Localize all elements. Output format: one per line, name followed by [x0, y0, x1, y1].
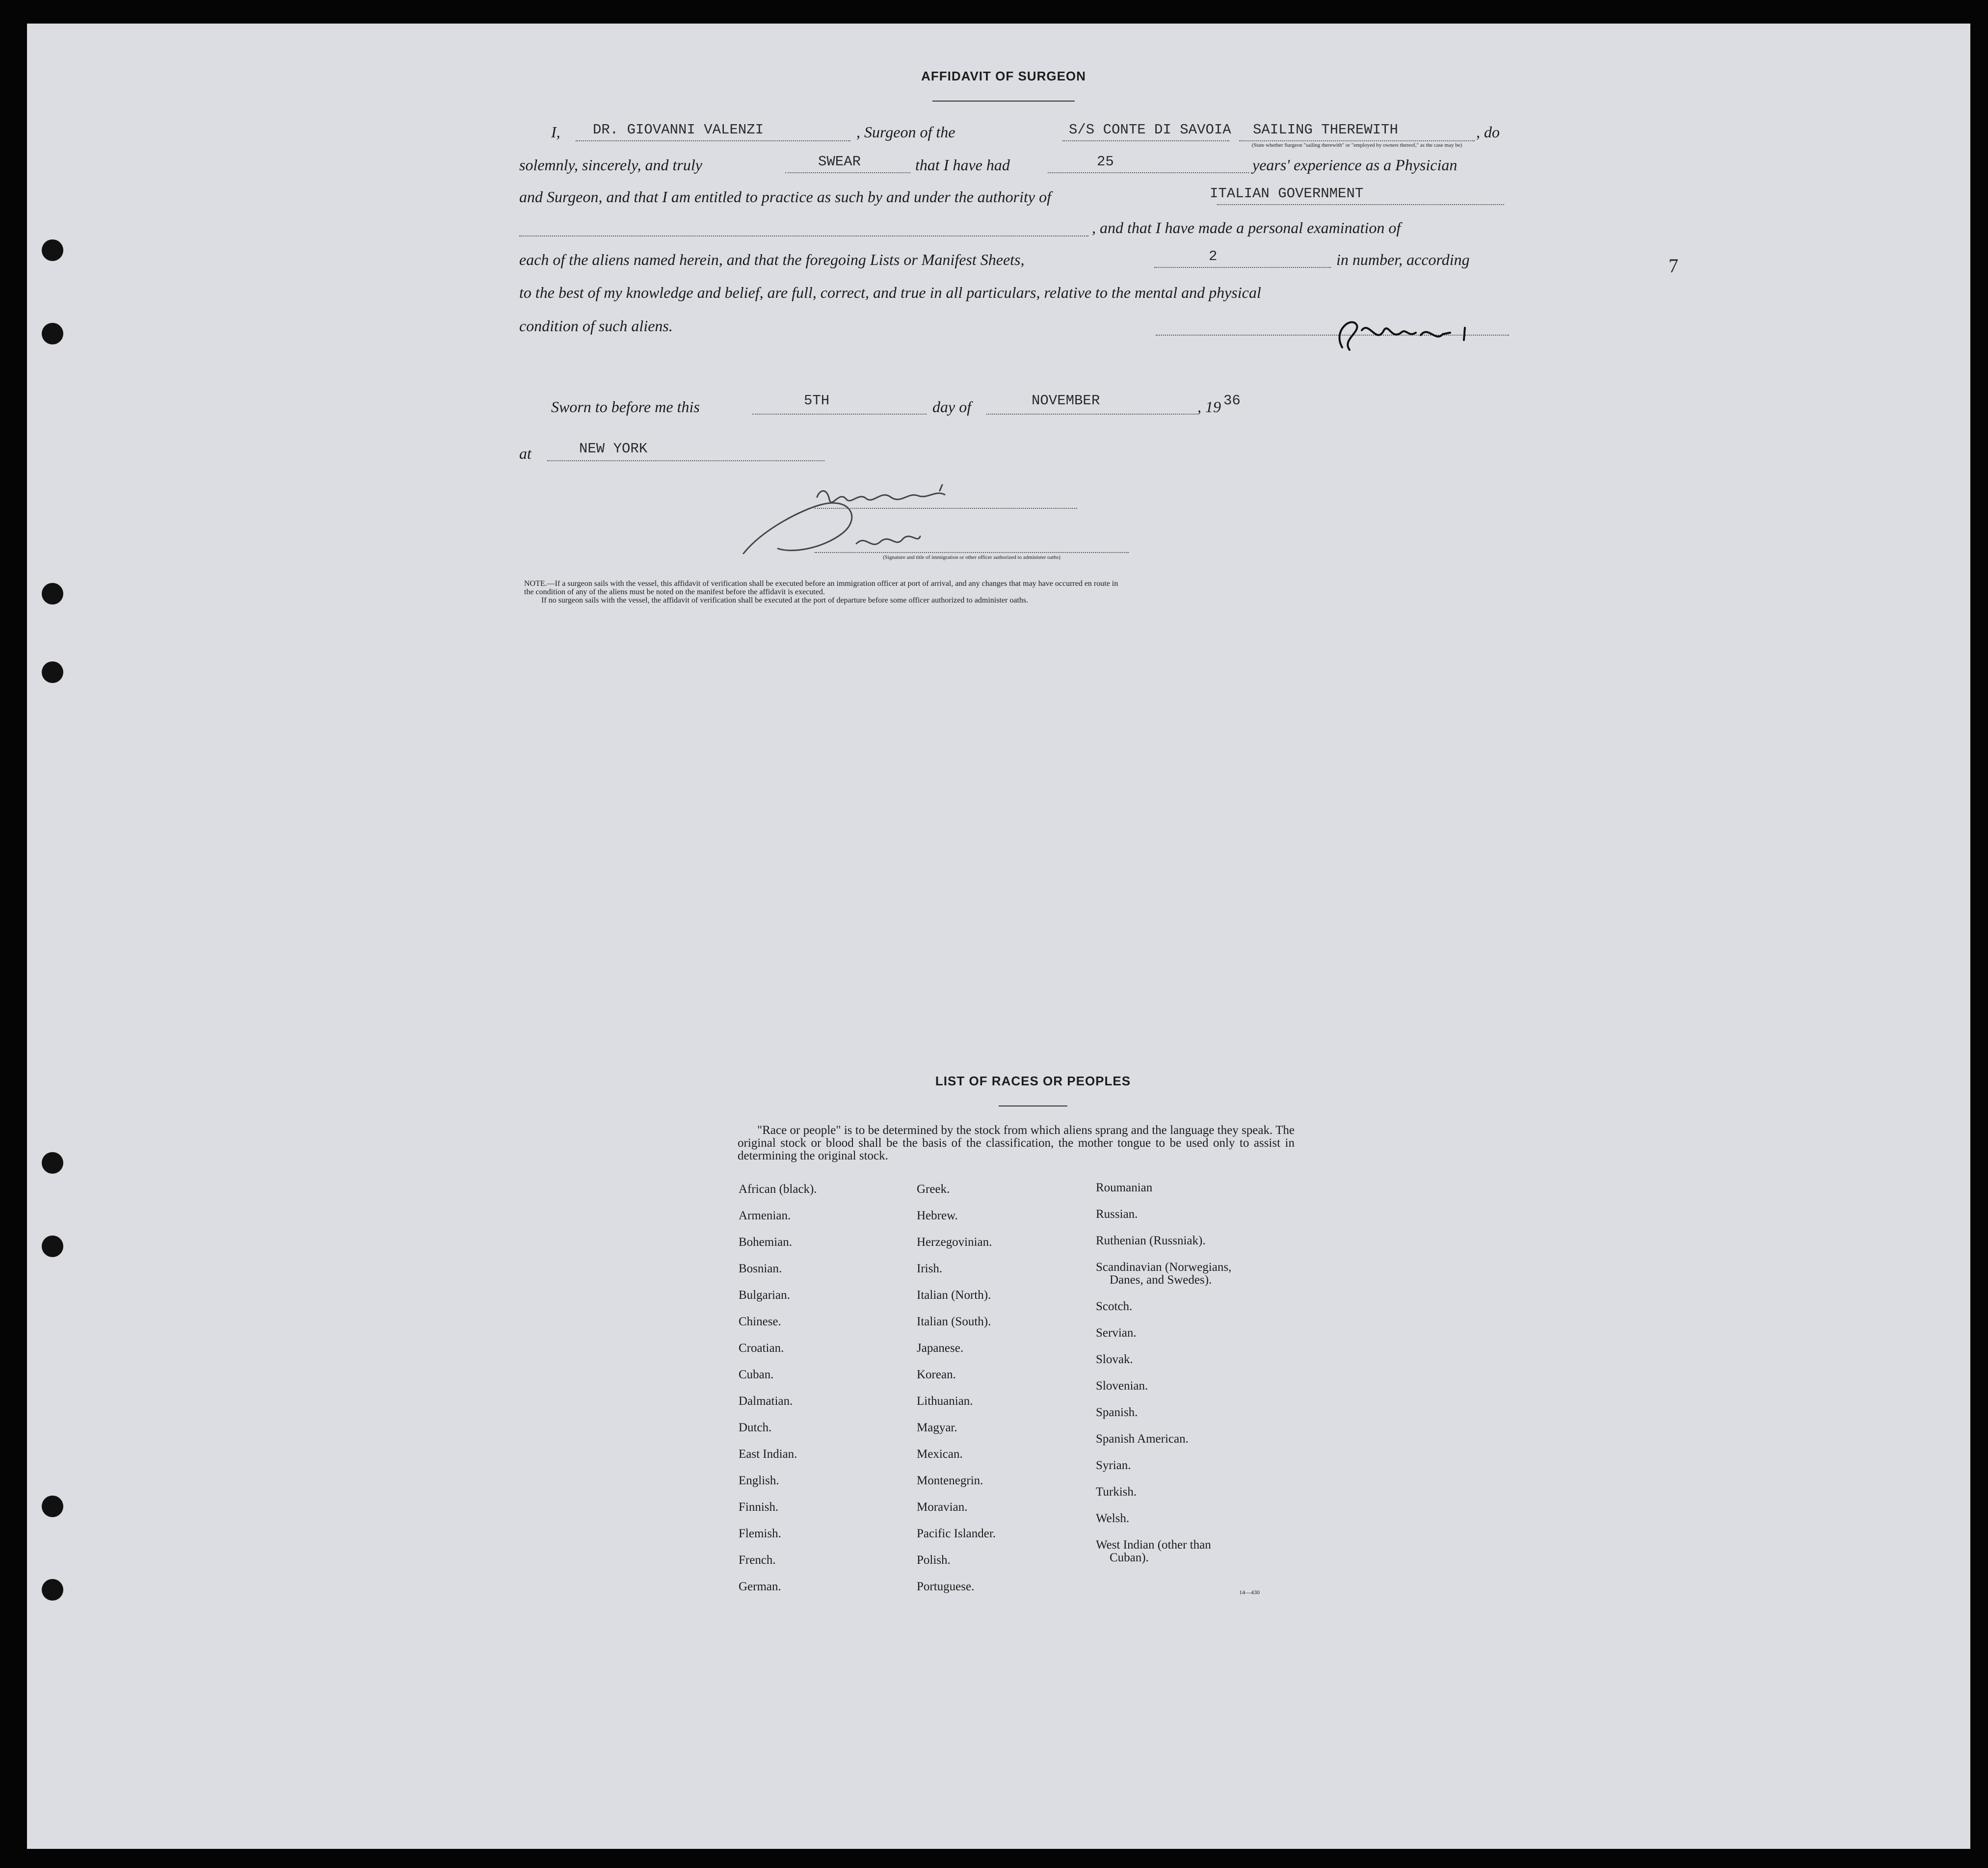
- status-note: (State whether Surgeon "sailing therewith" or "employed by owners thereof," as the case may be): [1251, 142, 1462, 148]
- race-item: Irish.: [917, 1262, 943, 1275]
- signature-line: [815, 551, 1129, 553]
- licensing-authority: ITALIAN GOVERNMENT: [1210, 185, 1364, 202]
- place-city: NEW YORK: [579, 441, 648, 457]
- years-experience: 25: [1097, 154, 1114, 170]
- signature-line: [815, 507, 1077, 509]
- ship-name: S/S CONTE DI SAVOIA: [1069, 122, 1231, 138]
- race-item: Turkish.: [1096, 1485, 1137, 1499]
- race-item: Bosnian.: [739, 1262, 782, 1275]
- punch-hole: [42, 1152, 63, 1174]
- title-underline: [999, 1105, 1067, 1106]
- affidavit-text: that I have had: [915, 156, 1010, 174]
- race-item: Hebrew.: [917, 1209, 958, 1222]
- affidavit-text: condition of such aliens.: [519, 317, 673, 335]
- sheet-count: 2: [1209, 248, 1218, 264]
- note-line: If no surgeon sails with the vessel, the affidavit of verification shall be executed at the port of departure before some officer authorized to administer oaths.: [541, 596, 1029, 605]
- affidavit-title: AFFIDAVIT OF SURGEON: [921, 69, 1086, 83]
- note-line: the condition of any of the aliens must be noted on the manifest before the affidavit is executed.: [524, 588, 825, 596]
- affidavit-text: , and that I have made a personal examination of: [1092, 219, 1401, 237]
- races-title: LIST OF RACES OR PEOPLES: [935, 1074, 1131, 1088]
- sworn-year: 36: [1223, 393, 1241, 409]
- sworn-text: Sworn to before me this: [551, 398, 700, 416]
- fill-line: [986, 414, 1197, 415]
- race-item: Bohemian.: [739, 1236, 793, 1249]
- sworn-text: , 19: [1197, 398, 1221, 416]
- race-item: Roumanian: [1096, 1181, 1153, 1194]
- race-item: Spanish American.: [1096, 1432, 1189, 1446]
- affidavit-text: , Surgeon of the: [856, 123, 955, 141]
- fill-line: [547, 460, 824, 461]
- fill-line: [1217, 204, 1504, 205]
- fill-line: [576, 140, 850, 141]
- punch-hole: [42, 1236, 63, 1257]
- sworn-day: 5TH: [804, 393, 830, 409]
- race-item: Dutch.: [739, 1421, 772, 1434]
- document-page: [27, 24, 1970, 1849]
- race-item: Armenian.: [739, 1209, 791, 1222]
- punch-hole: [42, 239, 63, 261]
- race-item: Syrian.: [1096, 1459, 1131, 1472]
- race-item: Chinese.: [739, 1315, 781, 1328]
- punch-hole: [42, 1496, 63, 1517]
- race-item: Korean.: [917, 1368, 956, 1381]
- affidavit-text: , do: [1476, 123, 1500, 141]
- fill-line: [1239, 140, 1475, 141]
- race-item: [1096, 1539, 1292, 1578]
- race-item: Servian.: [1096, 1326, 1137, 1340]
- race-item: Japanese.: [917, 1342, 964, 1355]
- affidavit-text: years' experience as a Physician: [1252, 156, 1458, 174]
- race-item: Montenegrin.: [917, 1474, 983, 1487]
- place-text: at: [519, 445, 531, 462]
- oath-word: SWEAR: [818, 154, 861, 170]
- race-item: Italian (South).: [917, 1315, 991, 1328]
- form-number: 14—430: [1239, 1589, 1260, 1596]
- race-item: Cuban.: [739, 1368, 774, 1381]
- fill-line: [752, 414, 927, 415]
- surgeon-status: SAILING THEREWITH: [1253, 122, 1398, 138]
- races-column-1: [739, 1183, 915, 1607]
- race-item: Greek.: [917, 1183, 950, 1196]
- race-item: Polish.: [917, 1553, 951, 1567]
- surgeon-name: DR. GIOVANNI VALENZI: [593, 122, 764, 138]
- race-item: Lithuanian.: [917, 1394, 973, 1408]
- note-line: NOTE.—If a surgeon sails with the vessel, this affidavit of verification shall be executed before an immigration officer at port of arrival, and any changes that may have occurred en route in: [524, 579, 1118, 588]
- race-item: Portuguese.: [917, 1580, 975, 1593]
- races-column-2: [917, 1183, 1093, 1607]
- race-item: Magyar.: [917, 1421, 957, 1434]
- punch-hole: [42, 1579, 63, 1601]
- fill-line: [785, 172, 910, 173]
- race-item: Dalmatian.: [739, 1394, 793, 1408]
- fill-line: [1154, 267, 1331, 268]
- race-item: [1096, 1261, 1292, 1300]
- race-item: Welsh.: [1096, 1512, 1130, 1525]
- surgeon-signature: [1323, 311, 1504, 360]
- race-item-line: West Indian (other than: [1096, 1538, 1211, 1552]
- race-item: African (black).: [739, 1183, 817, 1196]
- fill-line: [1048, 172, 1249, 173]
- race-item-line: Danes, and Swedes).: [1110, 1273, 1212, 1287]
- race-item: East Indian.: [739, 1447, 797, 1461]
- race-item: Finnish.: [739, 1500, 779, 1514]
- race-item: Slovak.: [1096, 1353, 1133, 1366]
- sworn-text: day of: [932, 398, 972, 416]
- race-item: Slovenian.: [1096, 1379, 1148, 1393]
- race-item: Pacific Islander.: [917, 1527, 996, 1540]
- race-item: Russian.: [1096, 1208, 1138, 1221]
- race-item: Herzegovinian.: [917, 1236, 992, 1249]
- punch-hole: [42, 323, 63, 344]
- race-item-line: Scandinavian (Norwegians,: [1096, 1261, 1232, 1274]
- race-item: Scotch.: [1096, 1300, 1133, 1313]
- race-item: English.: [739, 1474, 779, 1487]
- race-item: French.: [739, 1553, 776, 1567]
- race-item: Mexican.: [917, 1447, 963, 1461]
- race-item: Moravian.: [917, 1500, 968, 1514]
- officer-signature: [734, 470, 1107, 578]
- race-item: Croatian.: [739, 1342, 784, 1355]
- fill-line: [519, 236, 1088, 237]
- race-item: Flemish.: [739, 1527, 781, 1540]
- affidavit-text: and Surgeon, and that I am entitled to practice as such by and under the authority of: [519, 188, 1051, 206]
- affidavit-text: to the best of my knowledge and belief, are full, correct, and true in all particulars, relative to the mental and physical: [519, 284, 1261, 301]
- races-intro: "Race or people" is to be determined by the stock from which aliens sprang and the language they speak. The original stock or blood shall be the basis of the classification, the mother tongue to be used only to assist in determining the original stock.: [738, 1124, 1295, 1162]
- sworn-month: NOVEMBER: [1032, 393, 1100, 409]
- race-item: Italian (North).: [917, 1289, 991, 1302]
- race-item: Ruthenian (Russniak).: [1096, 1234, 1206, 1247]
- race-item-line: Cuban).: [1110, 1551, 1149, 1564]
- punch-hole: [42, 661, 63, 683]
- race-item: German.: [739, 1580, 781, 1593]
- punch-hole: [42, 583, 63, 605]
- affidavit-text: in number, according: [1336, 251, 1470, 268]
- race-item: Bulgarian.: [739, 1289, 790, 1302]
- affidavit-text: each of the aliens named herein, and that the foregoing Lists or Manifest Sheets,: [519, 251, 1025, 268]
- fill-line: [1062, 140, 1229, 141]
- affidavit-text: I,: [551, 123, 560, 141]
- officer-caption: (Signature and title of immigration or other officer authorized to administer oaths): [883, 554, 1060, 560]
- race-item: Spanish.: [1096, 1406, 1138, 1419]
- page-number: 7: [1669, 255, 1678, 277]
- races-column-3: [1096, 1182, 1292, 1578]
- affidavit-text: solemnly, sincerely, and truly: [519, 156, 702, 174]
- title-underline: [932, 101, 1075, 102]
